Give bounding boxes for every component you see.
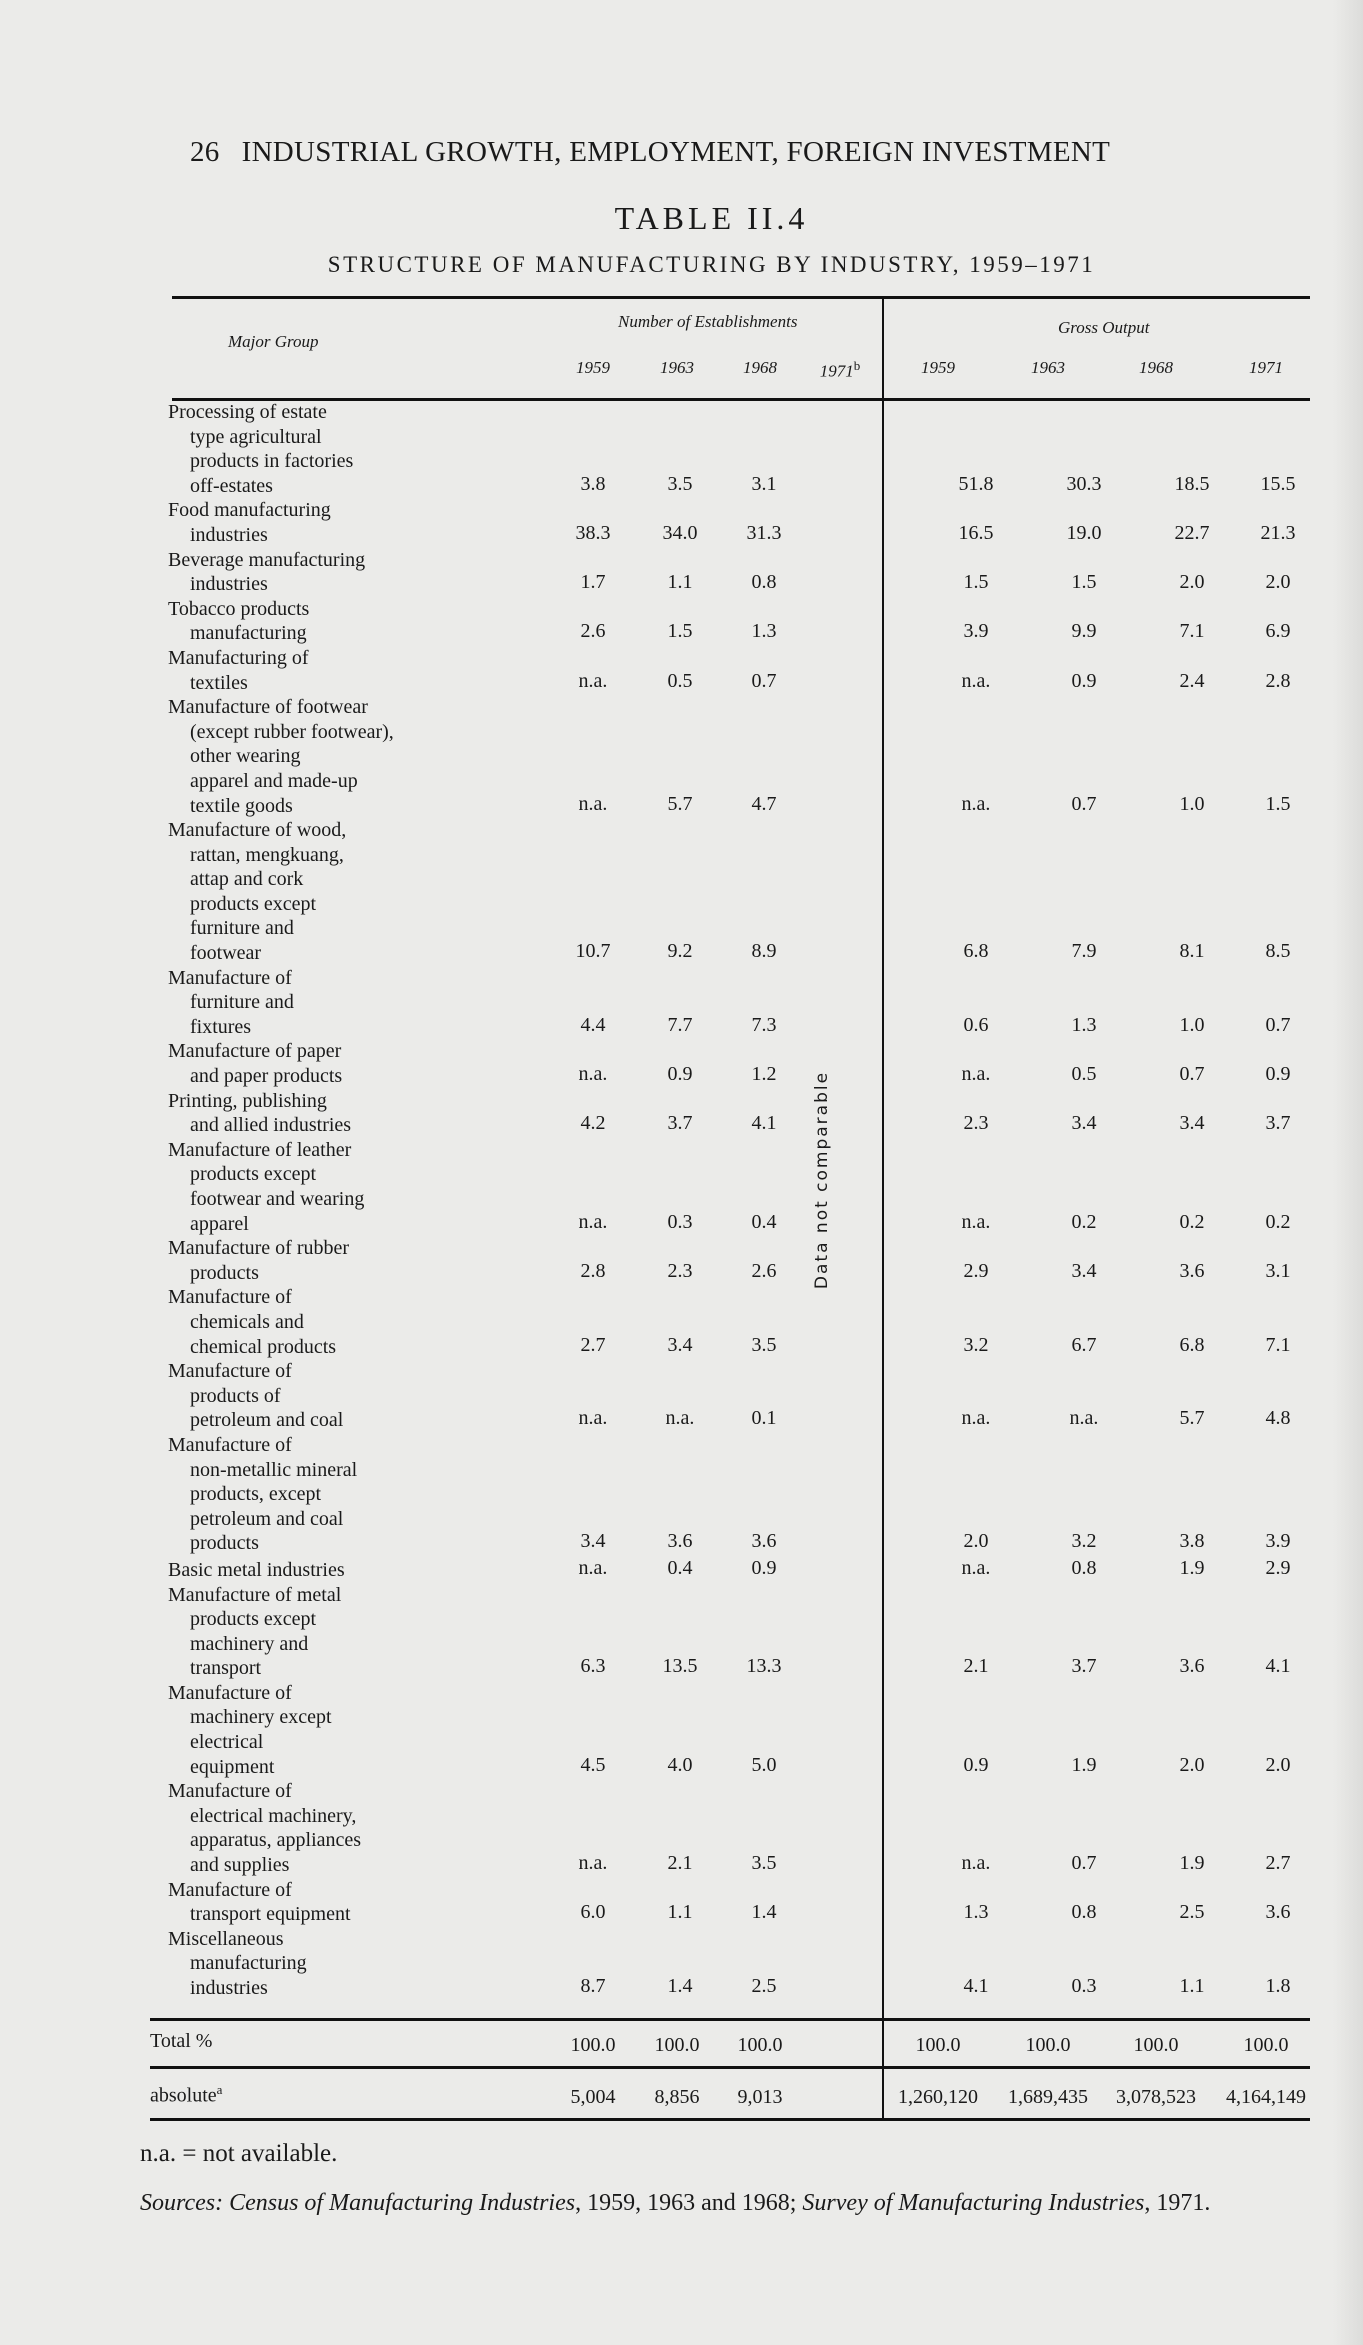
establishments-value: 7.7	[667, 1013, 693, 1036]
data-not-comparable-label: Data not comparable	[812, 1070, 832, 1290]
establishments-value: 31.3	[746, 521, 782, 544]
establishments-value: 3.7	[667, 1112, 693, 1135]
spacer	[890, 1878, 922, 1927]
establishments-value: 3.1	[751, 472, 777, 495]
out-year-1959: 1959	[921, 358, 955, 377]
establishments-value: 34.0	[662, 521, 698, 544]
establishments-1971-empty	[806, 1359, 890, 1433]
total-row-establishments-value: 100.0	[654, 2034, 700, 2056]
gross-output-value: 4.1	[1265, 1655, 1291, 1678]
note-na: n.a. = not available.	[140, 2140, 338, 2167]
establishments-value: 6.0	[580, 1901, 606, 1924]
establishments-value: 2.5	[751, 1975, 777, 1997]
gross-output-value: 2.7	[1265, 1852, 1291, 1875]
establishments-1971-empty	[806, 818, 890, 966]
establishments-value: 5.7	[667, 792, 693, 815]
industry-label: Manufacture of chemicals and chemical products	[168, 1286, 337, 1358]
absolute-row-gross-output-value: 3,078,523	[1116, 2086, 1196, 2108]
gross-output-value: 4.1	[963, 1975, 989, 1997]
source1-years: , 1959, 1963 and 1968;	[575, 2190, 803, 2216]
gross-output-value: n.a.	[961, 1556, 991, 1579]
industry-label: Manufacture of products of petroleum and coal	[168, 1360, 344, 1432]
gross-output-value: 0.2	[1179, 1210, 1205, 1233]
running-head	[190, 136, 1110, 169]
establishments-value: 13.3	[746, 1655, 782, 1678]
gross-output-value: 9.9	[1071, 620, 1097, 643]
gross-output-value: 0.6	[963, 1013, 989, 1036]
spacer	[890, 1285, 922, 1359]
gross-output-value: n.a.	[961, 669, 991, 692]
gross-output-value: 0.2	[1265, 1210, 1291, 1233]
establishments-value: 2.6	[580, 620, 606, 643]
gross-output-value: n.a.	[961, 1210, 991, 1233]
gross-output-value: 0.9	[1071, 669, 1097, 692]
gross-output-value: 1.3	[1071, 1013, 1097, 1036]
gross-output-value: 2.0	[963, 1530, 989, 1553]
industry-label: Manufacture of non-metallic mineral products, except petroleum and coal products	[168, 1433, 358, 1555]
establishments-1971-empty	[806, 646, 890, 695]
establishments-1971-empty	[806, 548, 890, 597]
absolute-row-gross-output-value: 4,164,149	[1226, 2086, 1306, 2108]
industry-label: Miscellaneous manufacturing industries	[168, 1927, 307, 1999]
establishments-1971-empty	[806, 1285, 890, 1359]
establishments-value: 0.9	[751, 1556, 777, 1579]
absolute-row-gross-output-value: 1,260,120	[898, 2086, 978, 2108]
absolute-row-establishments-value: 8,856	[654, 2086, 700, 2108]
establishments-1971-empty	[806, 1927, 890, 2001]
footnote-b: b	[853, 358, 861, 373]
establishments-value: 0.3	[667, 1210, 693, 1233]
gross-output-value: 3.7	[1071, 1655, 1097, 1678]
establishments-value: 3.5	[751, 1333, 777, 1356]
industry-label: Basic metal industries	[168, 1558, 345, 1581]
gross-output-value: n.a.	[1069, 1407, 1099, 1430]
industry-label: Food manufacturing industries	[168, 499, 331, 546]
spacer	[890, 966, 922, 1040]
establishments-1971-empty	[806, 1433, 890, 1556]
table-row	[168, 1236, 1310, 1285]
establishments-value: 2.7	[580, 1333, 606, 1356]
gross-output-value: 1.5	[963, 571, 989, 594]
spacer	[890, 1089, 922, 1138]
gross-output-value: 2.9	[963, 1259, 989, 1282]
table-row	[168, 1433, 1310, 1556]
gross-output-value: 3.2	[1071, 1530, 1097, 1553]
top-rule	[172, 296, 1310, 299]
source2-title: Survey of Manufacturing Industries	[802, 2190, 1145, 2216]
industry-label: Manufacture of footwear (except rubber footwear), other wearing apparel and made-up textile goods	[168, 696, 394, 817]
gross-output-value: 2.3	[963, 1112, 989, 1135]
table-row	[168, 548, 1310, 597]
gross-output-value: 1.9	[1179, 1556, 1205, 1579]
gross-output-value: n.a.	[961, 1852, 991, 1875]
industry-table	[168, 400, 1310, 2001]
establishments-value: 4.7	[751, 792, 777, 815]
page-edge-shadow	[1333, 0, 1363, 2345]
table-row	[168, 966, 1310, 1040]
gross-output-value: 3.1	[1265, 1259, 1291, 1282]
establishments-value: 2.6	[751, 1259, 777, 1282]
table-row	[168, 498, 1310, 547]
gross-output-value: 3.9	[963, 620, 989, 643]
gross-output-value: 4.8	[1265, 1407, 1291, 1430]
running-head-text: INDUSTRIAL GROWTH, EMPLOYMENT, FOREIGN INVESTMENT	[241, 136, 1111, 168]
establishments-1971-empty	[806, 597, 890, 646]
establishments-value: 2.1	[667, 1852, 693, 1875]
industry-label: Manufacturing of textiles	[168, 646, 309, 694]
industry-label: Manufacture of paper and paper products	[168, 1040, 343, 1088]
establishments-value: 4.2	[580, 1112, 606, 1135]
industry-label: Tobacco products manufacturing	[168, 597, 310, 645]
establishments-1971-empty	[806, 1681, 890, 1779]
establishments-value: 9.2	[667, 940, 693, 963]
gross-output-value: 3.4	[1071, 1259, 1097, 1282]
total-row-gross-output-value: 100.0	[915, 2034, 961, 2056]
spacer	[890, 1556, 922, 1583]
gross-output-value: 7.9	[1071, 940, 1097, 963]
gross-output-value: 0.8	[1071, 1901, 1097, 1924]
establishments-1971-empty	[806, 966, 890, 1040]
gross-output-value: 3.6	[1265, 1901, 1291, 1924]
gross-output-value: 30.3	[1066, 472, 1102, 495]
establishments-value: 8.9	[751, 940, 777, 963]
total-top-rule	[150, 2018, 1310, 2021]
gross-output-value: 1.3	[963, 1901, 989, 1924]
gross-output-value: 0.9	[963, 1753, 989, 1776]
establishments-value: 2.8	[580, 1259, 606, 1282]
gross-output-value: n.a.	[961, 792, 991, 815]
establishments-value: 2.3	[667, 1259, 693, 1282]
gross-output-value: 0.7	[1071, 1852, 1097, 1875]
out-year-1963: 1963	[1031, 358, 1065, 377]
total-row-establishments-value: 100.0	[570, 2034, 616, 2056]
establishments-value: 1.1	[667, 571, 693, 594]
establishments-value: 3.4	[580, 1530, 606, 1553]
out-year-1971: 1971	[1249, 358, 1283, 377]
establishments-value: 1.5	[667, 620, 693, 643]
establishments-value: 10.7	[575, 940, 611, 963]
page-number: 26	[190, 136, 220, 168]
est-year-1971-text: 1971	[819, 361, 854, 381]
gross-output-value: 1.9	[1179, 1852, 1205, 1875]
establishments-value: 3.6	[751, 1530, 777, 1553]
footnote-a: a	[216, 2082, 223, 2097]
gross-output-value: 3.4	[1071, 1112, 1097, 1135]
spacer	[890, 400, 922, 498]
establishments-value: 13.5	[662, 1655, 698, 1678]
industry-label: Printing, publishing and allied industries	[168, 1089, 352, 1137]
establishments-value: 38.3	[575, 521, 611, 544]
gross-output-value: 3.9	[1265, 1530, 1291, 1553]
table-row	[168, 1039, 1310, 1088]
establishments-value: 1.7	[580, 571, 606, 594]
establishments-1971-empty	[806, 695, 890, 818]
establishments-value: 4.4	[580, 1013, 606, 1036]
establishments-value: 3.4	[667, 1333, 693, 1356]
establishments-value: 4.5	[580, 1753, 606, 1776]
gross-output-value: 1.1	[1179, 1975, 1205, 1997]
table-row	[168, 1285, 1310, 1359]
total-row-label-text: Total %	[150, 2030, 213, 2052]
gross-output-value: 16.5	[958, 521, 994, 544]
table-row	[168, 1138, 1310, 1236]
establishments-value: 1.4	[667, 1975, 693, 1997]
establishments-value: 0.7	[751, 669, 777, 692]
gross-output-value: 15.5	[1260, 472, 1296, 495]
establishments-value: 1.2	[751, 1063, 777, 1086]
industry-label: Beverage manufacturing industries	[168, 548, 366, 596]
establishments-value: n.a.	[578, 1852, 608, 1875]
gross-output-value: 2.4	[1179, 669, 1205, 692]
establishments-value: 0.9	[667, 1063, 693, 1086]
spacer	[890, 1681, 922, 1779]
gross-output-value: 51.8	[958, 472, 994, 495]
est-year-1963: 1963	[660, 358, 694, 377]
gross-output-value: 1.5	[1071, 571, 1097, 594]
gross-output-value: 1.8	[1265, 1975, 1291, 1997]
establishments-1971-empty	[806, 1583, 890, 1681]
gross-output-header: Gross Output	[1058, 318, 1150, 337]
spacer	[890, 498, 922, 547]
establishments-value: 0.4	[751, 1210, 777, 1233]
gross-output-value: 1.9	[1071, 1753, 1097, 1776]
gross-output-value: 1.0	[1179, 792, 1205, 815]
gross-output-value: 0.8	[1071, 1556, 1097, 1579]
gross-output-value: 3.4	[1179, 1112, 1205, 1135]
establishments-value: n.a.	[665, 1407, 695, 1430]
absolute-row-label-text: absolute	[150, 2084, 217, 2107]
spacer	[890, 1927, 922, 2001]
est-year-1971	[820, 358, 861, 382]
industry-label: Manufacture of leather products except footwear and wearing apparel	[168, 1138, 365, 1235]
table-subtitle: STRUCTURE OF MANUFACTURING BY INDUSTRY, 1959–1971	[327, 252, 1096, 277]
table-row	[168, 597, 1310, 646]
total-row-gross-output-value: 100.0	[1025, 2034, 1071, 2056]
gross-output-value: 6.8	[1179, 1333, 1205, 1356]
total-row-gross-output-value: 100.0	[1243, 2034, 1289, 2056]
gross-output-value: 3.6	[1179, 1655, 1205, 1678]
gross-output-value: 0.7	[1071, 792, 1097, 815]
industry-label: Processing of estate type agricultural products in factories off-estates	[168, 401, 354, 497]
sources-label: Sources:	[140, 2190, 224, 2216]
gross-output-value: 8.5	[1265, 940, 1291, 963]
gross-output-value: 3.2	[963, 1333, 989, 1356]
industry-label: Manufacture of transport equipment	[168, 1878, 351, 1926]
spacer	[890, 1433, 922, 1556]
spacer	[890, 597, 922, 646]
gross-output-value: 6.7	[1071, 1333, 1097, 1356]
establishments-value: 3.5	[751, 1852, 777, 1875]
establishments-value: 0.8	[751, 571, 777, 594]
establishments-value: n.a.	[578, 1210, 608, 1233]
spacer	[890, 818, 922, 966]
spacer	[890, 1779, 922, 1877]
establishments-value: 6.3	[580, 1655, 606, 1678]
establishments-1971-empty	[806, 498, 890, 547]
total-row-gross-output-value: 100.0	[1133, 2034, 1179, 2056]
table-row	[168, 646, 1310, 695]
establishments-value: 5.0	[751, 1753, 777, 1776]
table-row	[168, 818, 1310, 966]
gross-output-value: 0.9	[1265, 1063, 1291, 1086]
gross-output-value: 3.7	[1265, 1112, 1291, 1135]
gross-output-value: 2.5	[1179, 1901, 1205, 1924]
table-row	[168, 695, 1310, 818]
bottom-rule	[150, 2118, 1310, 2121]
gross-output-value: 7.1	[1265, 1333, 1291, 1356]
establishments-1971-empty	[806, 400, 890, 498]
spacer	[890, 1359, 922, 1433]
establishments-value: 1.1	[667, 1901, 693, 1924]
gross-output-value: 2.1	[963, 1655, 989, 1678]
gross-output-value: 2.0	[1265, 571, 1291, 594]
absolute-row-label	[150, 2082, 222, 2108]
establishments-value: n.a.	[578, 1063, 608, 1086]
establishments-value: 3.8	[580, 472, 606, 495]
gross-output-value: 21.3	[1260, 521, 1296, 544]
gross-output-value: 1.0	[1179, 1013, 1205, 1036]
industry-label: Manufacture of metal products except machinery and transport	[168, 1583, 342, 1680]
table-row	[168, 1556, 1310, 1583]
source1-title: Census of Manufacturing Industries	[229, 2190, 576, 2216]
gross-output-value: 2.9	[1265, 1556, 1291, 1579]
industry-label: Manufacture of machinery except electrical equipment	[168, 1681, 332, 1778]
gross-output-value: 2.8	[1265, 669, 1291, 692]
establishments-value: 8.7	[580, 1975, 606, 1997]
gross-output-value: 8.1	[1179, 940, 1205, 963]
establishments-value: 0.4	[667, 1556, 693, 1579]
gross-output-value: 6.8	[963, 940, 989, 963]
establishments-value: 4.1	[751, 1112, 777, 1135]
gross-output-value: 6.9	[1265, 620, 1291, 643]
gross-output-value: 18.5	[1174, 472, 1210, 495]
gross-output-value: 22.7	[1174, 521, 1210, 544]
table-row	[168, 1779, 1310, 1877]
establishments-value: n.a.	[578, 669, 608, 692]
establishments-value: 3.5	[667, 472, 693, 495]
establishments-value: n.a.	[578, 792, 608, 815]
establishments-header: Number of Establishments	[618, 312, 798, 331]
industry-label: Manufacture of rubber products	[168, 1237, 350, 1284]
gross-output-value: 0.3	[1071, 1975, 1097, 1997]
total-row-establishments-value: 100.0	[737, 2034, 783, 2056]
establishments-value: n.a.	[578, 1556, 608, 1579]
industry-label: Manufacture of electrical machinery, apparatus, appliances and supplies	[168, 1780, 362, 1877]
gross-output-value: 5.7	[1179, 1407, 1205, 1430]
spacer	[890, 1236, 922, 1285]
table-title: TABLE II.4	[614, 200, 809, 236]
source2-year: , 1971.	[1144, 2190, 1211, 2216]
gross-output-value: 0.5	[1071, 1063, 1097, 1086]
major-group-header: Major Group	[228, 332, 319, 351]
establishments-1971-empty	[806, 1779, 890, 1877]
spacer	[890, 1138, 922, 1236]
est-year-1968: 1968	[743, 358, 777, 377]
gross-output-value: 0.7	[1179, 1063, 1205, 1086]
establishments-value: 4.0	[667, 1753, 693, 1776]
industry-label: Manufacture of furniture and fixtures	[168, 966, 294, 1038]
spacer	[890, 548, 922, 597]
gross-output-value: 2.0	[1265, 1753, 1291, 1776]
gross-output-value: 0.2	[1071, 1210, 1097, 1233]
est-year-1959: 1959	[576, 358, 610, 377]
table-row	[168, 1878, 1310, 1927]
spacer	[890, 695, 922, 818]
table-row	[168, 1927, 1310, 2001]
gross-output-value: 1.5	[1265, 792, 1291, 815]
establishments-value: 0.1	[751, 1407, 777, 1430]
gross-output-value: n.a.	[961, 1063, 991, 1086]
establishments-value: 1.4	[751, 1901, 777, 1924]
establishments-value: 0.5	[667, 669, 693, 692]
gross-output-value: 7.1	[1179, 620, 1205, 643]
gross-output-value: n.a.	[961, 1407, 991, 1430]
establishments-value: 1.3	[751, 620, 777, 643]
industry-label: Manufacture of wood, rattan, mengkuang, attap and cork products except furniture and footwear	[168, 819, 347, 965]
establishments-value: 7.3	[751, 1013, 777, 1036]
table-row	[168, 1681, 1310, 1779]
gross-output-value: 3.8	[1179, 1530, 1205, 1553]
absolute-row-establishments-value: 5,004	[570, 2086, 616, 2108]
spacer	[890, 1583, 922, 1681]
table-row	[168, 400, 1310, 498]
out-year-1968: 1968	[1139, 358, 1173, 377]
total-row-label	[150, 2030, 212, 2053]
table-row	[168, 1583, 1310, 1681]
gross-output-value: 2.0	[1179, 571, 1205, 594]
table-row	[168, 1089, 1310, 1138]
spacer	[890, 1039, 922, 1088]
table-row	[168, 1359, 1310, 1433]
sources-note	[140, 2188, 1260, 2219]
gross-output-value: 0.7	[1265, 1013, 1291, 1036]
establishments-value: n.a.	[578, 1407, 608, 1430]
establishments-1971-empty	[806, 1556, 890, 1583]
gross-output-value: 2.0	[1179, 1753, 1205, 1776]
establishments-value: 3.6	[667, 1530, 693, 1553]
absolute-row-gross-output-value: 1,689,435	[1008, 2086, 1088, 2108]
spacer	[890, 646, 922, 695]
absolute-row-establishments-value: 9,013	[737, 2086, 783, 2108]
total-bottom-rule	[150, 2066, 1310, 2069]
establishments-1971-empty	[806, 1878, 890, 1927]
gross-output-value: 19.0	[1066, 521, 1102, 544]
gross-output-value: 3.6	[1179, 1259, 1205, 1282]
